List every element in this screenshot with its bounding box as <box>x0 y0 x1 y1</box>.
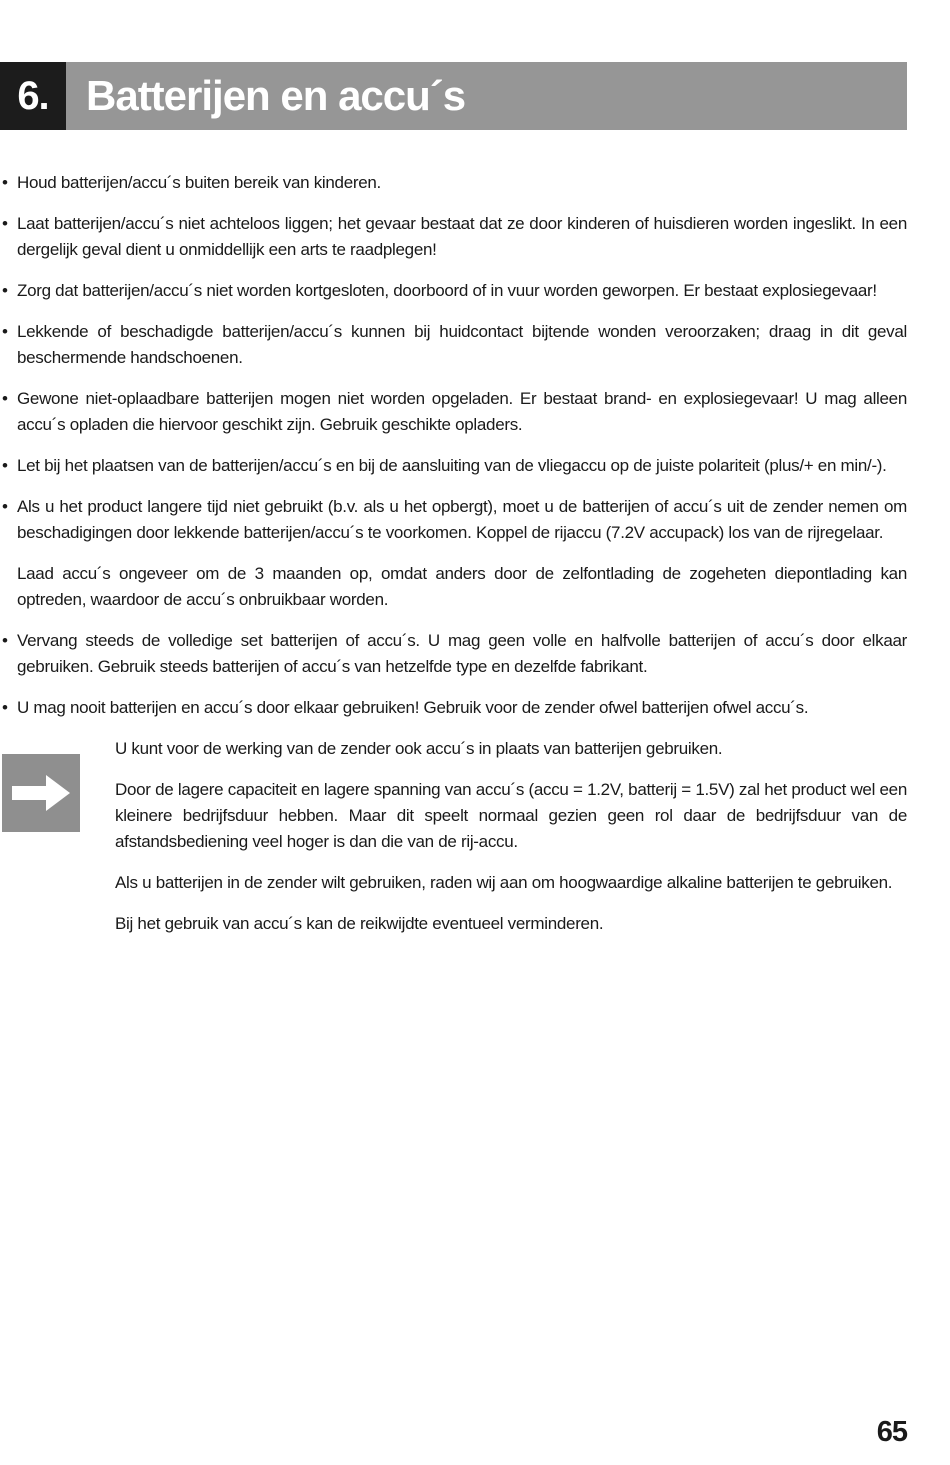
bullet-list-2 <box>0 628 907 721</box>
note-paragraph: Door de lagere capaciteit en lagere spanning van accu´s (accu = 1.2V, batterij = 1.5V) zal het product wel een kleinere bedrijfsduur hebben. Maar dit speelt normaal gezien geen rol daar de bedrijfsduur van de afstandsbediening veel hoger is dan die van de rij-accu. <box>115 780 907 851</box>
list-item: • Zorg dat batterijen/accu´s niet worden kortgesloten, doorboord of in vuur worden geworpen. Er bestaat explosiegevaar! <box>0 278 907 304</box>
note-paragraph: U kunt voor de werking van de zender ook accu´s in plaats van batterijen gebruiken. <box>115 739 723 758</box>
note-paragraph: Bij het gebruik van accu´s kan de reikwijdte eventueel verminderen. <box>115 914 604 933</box>
list-item: • Laat batterijen/accu´s niet achteloos liggen; het gevaar bestaat dat ze door kinderen of huisdieren worden ingeslikt. In een dergelijk geval dient u onmiddellijk een arts te raadplegen! <box>0 211 907 263</box>
section-number: 6. <box>0 62 66 130</box>
note-paragraph: Als u batterijen in de zender wilt gebruiken, raden wij aan om hoogwaardige alkaline batterijen te gebruiken. <box>115 873 893 892</box>
bullet-list-1 <box>0 170 907 546</box>
list-item: • U mag nooit batterijen en accu´s door elkaar gebruiken! Gebruik voor de zender ofwel batterijen ofwel accu´s. <box>0 695 907 721</box>
section-title: Batterijen en accu´s <box>66 62 907 130</box>
section-header <box>0 62 907 130</box>
page-number: 65 <box>876 1416 907 1448</box>
note-text <box>115 736 907 937</box>
storage-paragraph: Laad accu´s ongeveer om de 3 maanden op, omdat anders door de zelfontlading de zogeheten diepontlading kan optreden, waardoor de accu´s onbruikbaar worden. <box>17 564 907 609</box>
list-item: • Gewone niet-oplaadbare batterijen mogen niet worden opgeladen. Er bestaat brand- en explosiegevaar! U mag alleen accu´s opladen die hiervoor geschikt zijn. Gebruik geschikte opladers. <box>0 386 907 438</box>
list-item: • Lekkende of beschadigde batterijen/accu´s kunnen bij huidcontact bijtende wonden veroorzaken; draag in dit geval beschermende handschoenen. <box>0 319 907 371</box>
list-item: • Let bij het plaatsen van de batterijen/accu´s en bij de aansluiting van de vliegaccu op de juiste polariteit (plus/+ en min/-). <box>0 453 907 479</box>
list-item: • Houd batterijen/accu´s buiten bereik van kinderen. <box>0 170 907 196</box>
arrow-right-icon <box>2 754 80 832</box>
page-content <box>0 170 907 952</box>
list-item: • Als u het product langere tijd niet gebruikt (b.v. als u het opbergt), moet u de batterijen of accu´s uit de zender nemen om beschadigingen door lekkende batterijen/accu´s te voorkomen. Koppel de rijaccu (7.2V accupack) los van de rijregelaar. <box>0 494 907 546</box>
note-block <box>0 736 907 937</box>
list-item: • Vervang steeds de volledige set batterijen of accu´s. U mag geen volle en halfvolle batterijen of accu´s door elkaar gebruiken. Gebruik steeds batterijen of accu´s van hetzelfde type en dezelfde fabrikant. <box>0 628 907 680</box>
